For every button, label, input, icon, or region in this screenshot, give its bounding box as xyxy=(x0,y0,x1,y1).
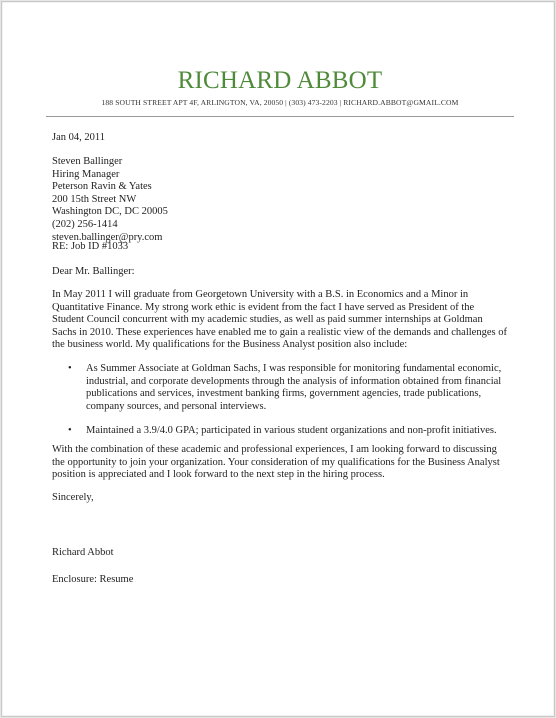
recipient-email: steven.ballinger@pry.com xyxy=(52,231,163,243)
body-paragraph-1: In May 2011 I will graduate from Georgetown University with a B.S. in Economics and a Minor in Quantitative Finance. My strong work ethic is evident from the fact I have served as President of the Student Council concurrent with my academic studies, as well as paid summer internships at Goldman Sachs in 2010. These experiences have enabled me to gain a realistic view of the demands and challenges of the business world. My qualifications for the Business Analyst position also include: xyxy=(52,289,507,351)
bullet-icon: • xyxy=(68,425,72,437)
recipient-address xyxy=(52,156,508,244)
list-item xyxy=(52,425,508,438)
recipient-phone: (202) 256-1414 xyxy=(52,218,118,230)
sender-name: RICHARD ABBOT xyxy=(177,67,383,94)
signature-name: Richard Abbot xyxy=(52,547,114,558)
salutation: Dear Mr. Ballinger: xyxy=(52,266,135,277)
recipient-title: Hiring Manager xyxy=(52,168,120,180)
letter-date: Jan 04, 2011 xyxy=(52,132,105,143)
recipient-street: 200 15th Street NW xyxy=(52,193,137,205)
reference-line: RE: Job ID #1033 xyxy=(52,241,129,252)
recipient-name: Steven Ballinger xyxy=(52,156,123,167)
recipient-company: Peterson Ravin & Yates xyxy=(52,181,152,193)
body-paragraph-2: With the combination of these academic and professional experiences, I am looking forward to discussing the opportunity to join your organization. Your consideration of my qualifications for the Business Analyst position is appreciated and I look forward to the next step in the hiring process. xyxy=(52,444,500,481)
bullet-icon: • xyxy=(68,363,72,374)
enclosure-line: Enclosure: Resume xyxy=(52,574,134,585)
closing: Sincerely, xyxy=(52,492,94,503)
page-frame xyxy=(1,1,555,717)
list-item-text: As Summer Associate at Goldman Sachs, I was responsible for monitoring fundamental economic, industrial, and corporate developments through the analysis of information obtained from financial publications and services, investment banking firms, government agencies, trade publications, company sources, and personal interviews. xyxy=(86,363,502,412)
header-divider xyxy=(46,116,514,117)
list-item-text: Maintained a 3.9/4.0 GPA; participated in various student organizations and non-profit initiatives. xyxy=(86,425,497,437)
recipient-city: Washington DC, DC 20005 xyxy=(52,206,168,218)
list-item xyxy=(52,363,508,413)
sender-contact-line: 188 SOUTH STREET APT 4F, ARLINGTON, VA, 20050 | (303) 473-2203 | RICHARD.ABBOT@GMAIL.COM xyxy=(101,98,459,107)
qualifications-list xyxy=(52,363,508,450)
